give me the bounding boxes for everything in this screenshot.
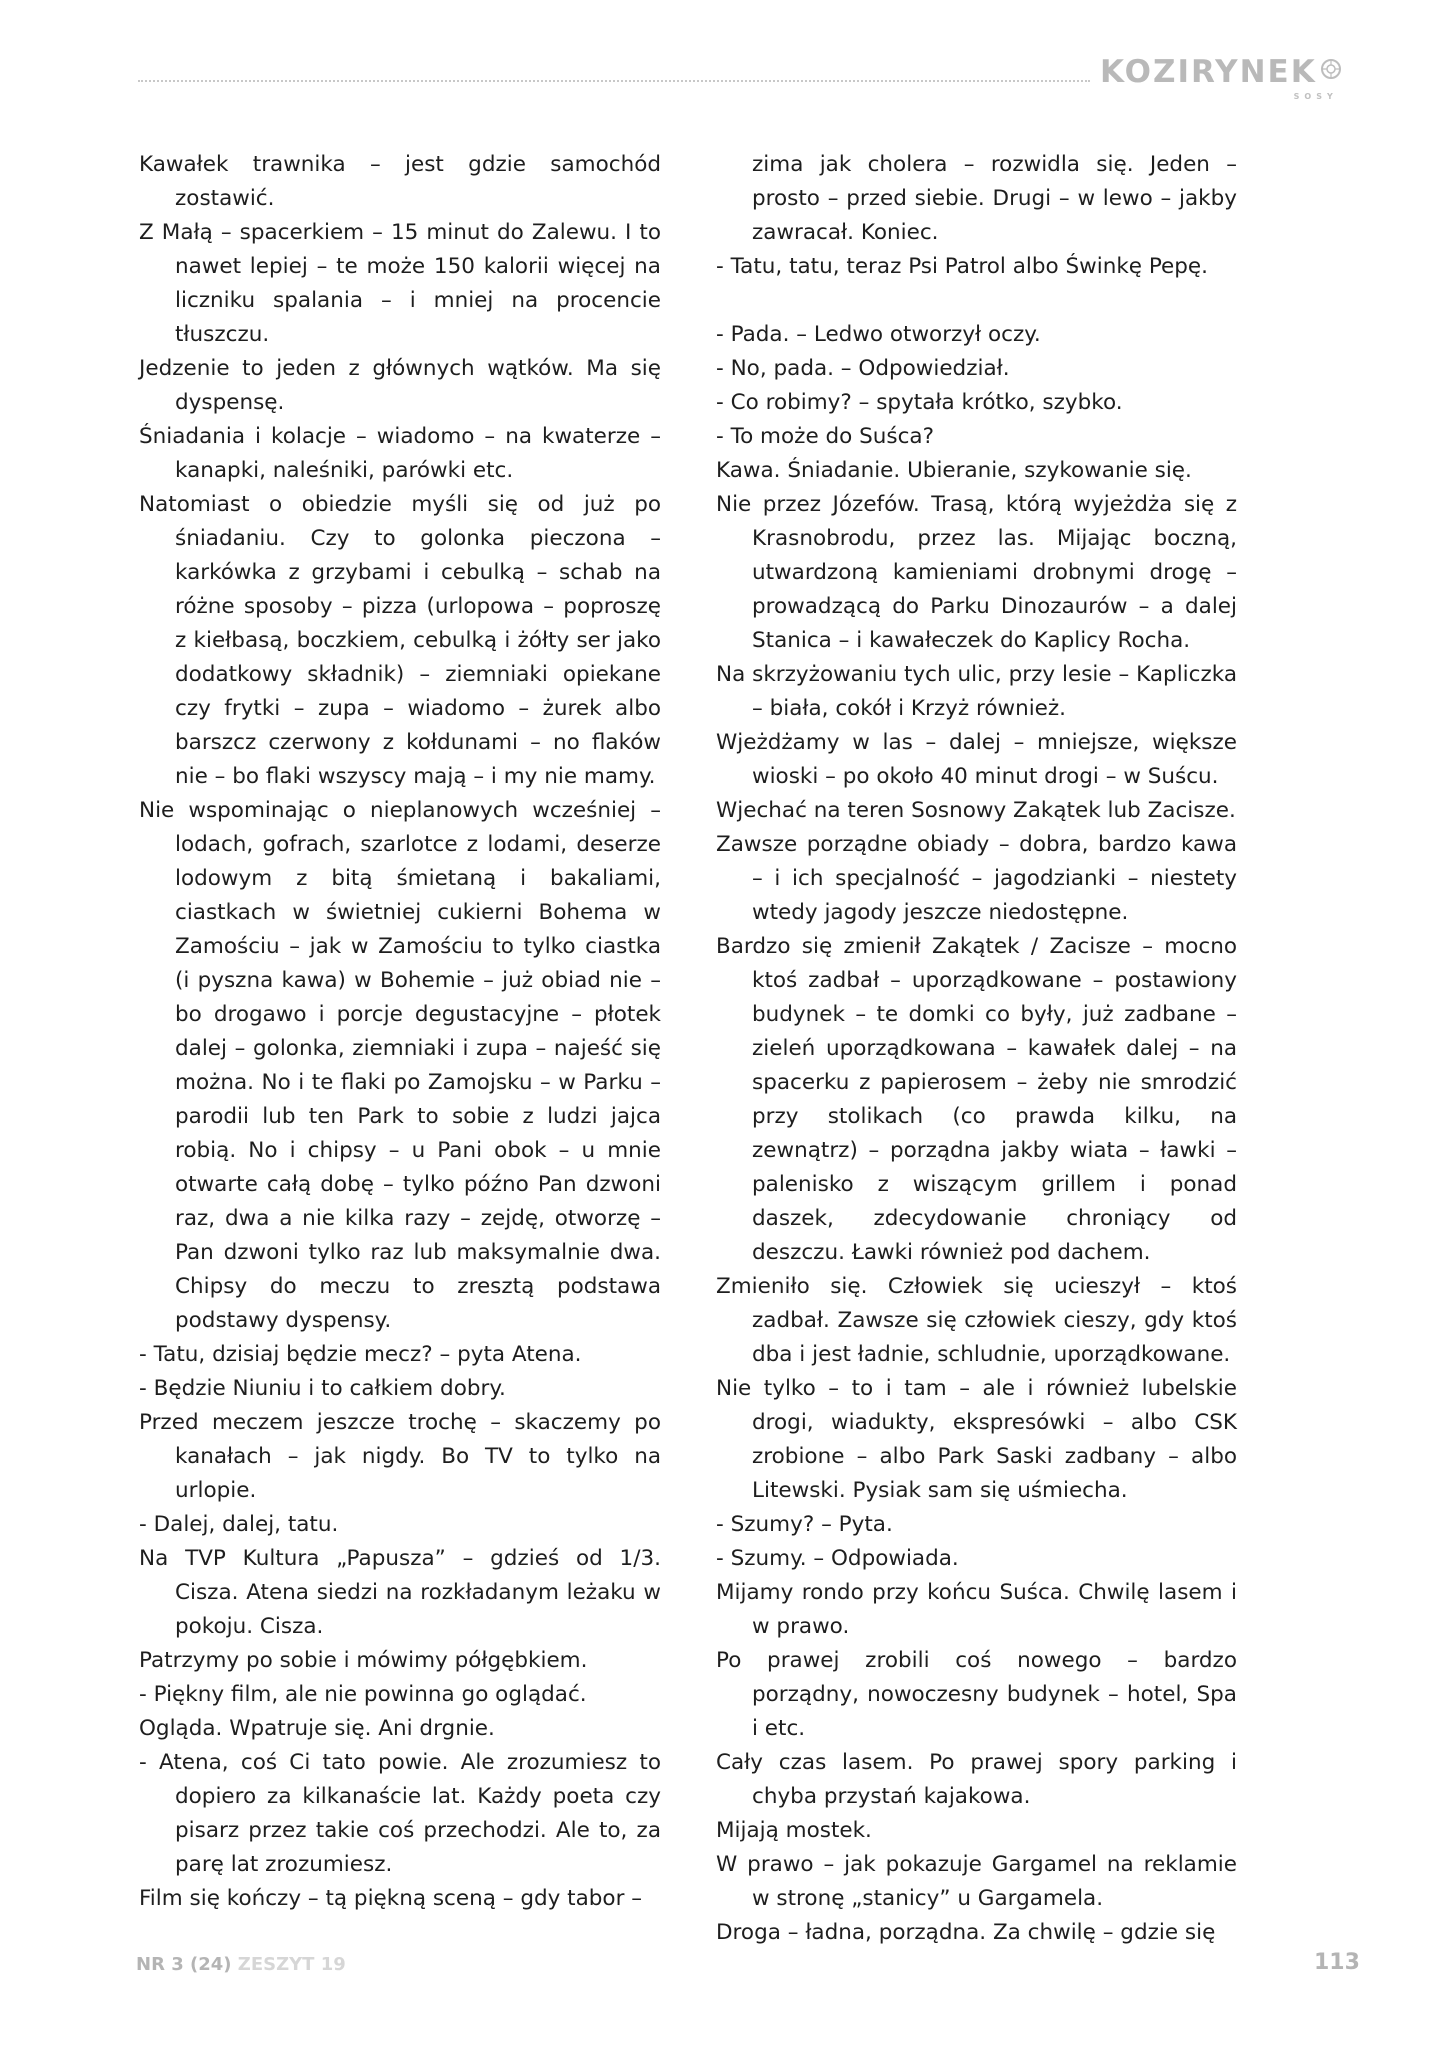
page-number: 113 bbox=[1314, 1950, 1360, 1975]
paragraph: Z Małą – spacerkiem – 15 minut do Zalewu. I to nawet lepiej – te może 150 kalorii więcej na liczniku spalania – i mniej na procencie tłuszczu. bbox=[139, 220, 661, 347]
paragraph: Jedzenie to jeden z głównych wątków. Ma się dyspensę. bbox=[139, 356, 661, 415]
issue-info bbox=[136, 1954, 346, 1975]
dialogue-line: - To może do Suśca? bbox=[716, 424, 935, 449]
paragraph: Śniadania i kolacje – wiadomo – na kwaterze – kanapki, naleśniki, parówki etc. bbox=[139, 424, 661, 483]
paragraph: Zawsze porządne obiady – dobra, bardzo kawa – i ich specjalność – jagodzianki – niestety wtedy jagody jeszcze niedostępne. bbox=[716, 832, 1237, 925]
paragraph: Wjeżdżamy w las – dalej – mniejsze, większe wioski – po około 40 minut drogi – w Suścu. bbox=[716, 730, 1237, 789]
paragraph: Kawałek trawnika – jest gdzie samochód zostawić. bbox=[139, 152, 661, 211]
logo-emblem-icon bbox=[1320, 58, 1342, 80]
paragraph: zima jak cholera – rozwidla się. Jeden –prosto – przed siebie. Drugi – w lewo – jakby zawracał. Koniec. bbox=[752, 152, 1237, 245]
logo-text: KOZIRYNEK bbox=[1100, 54, 1317, 90]
dialogue-line: - Piękny film, ale nie powinna go oglądać. bbox=[139, 1682, 587, 1707]
dialogue-line: - Będzie Niuniu i to całkiem dobry. bbox=[139, 1376, 506, 1401]
paragraph: Mijamy rondo przy końcu Suśca. Chwilę lasem i w prawo. bbox=[716, 1580, 1237, 1639]
dialogue-line: - Szumy? – Pyta. bbox=[716, 1512, 893, 1537]
paragraph: Ogląda. Wpatruje się. Ani drgnie. bbox=[139, 1716, 495, 1741]
paragraph: Po prawej zrobili coś nowego – bardzo porządny, nowoczesny budynek – hotel, Spa i etc. bbox=[716, 1648, 1237, 1741]
paragraph: Przed meczem jeszcze trochę – skaczemy po kanałach – jak nigdy. Bo TV to tylko na urlopie. bbox=[139, 1410, 661, 1503]
left-text-column bbox=[139, 148, 661, 1916]
paragraph: Film się kończy – tą piękną sceną – gdy tabor – bbox=[139, 1886, 643, 1911]
right-text-column bbox=[716, 148, 1237, 1950]
paragraph: Na skrzyżowaniu tych ulic, przy lesie – Kapliczka – biała, cokół i Krzyż również. bbox=[716, 662, 1237, 721]
paragraph: Kawa. Śniadanie. Ubieranie, szykowanie się. bbox=[716, 458, 1192, 483]
dialogue-line: - Tatu, tatu, teraz Psi Patrol albo Świnkę Pepę. bbox=[716, 254, 1208, 279]
paragraph: Natomiast o obiedzie myśli się od już po śniadaniu. Czy to golonka pieczona – karkówka z grzybami i cebulką – schab na różne sposoby – pizza (urlopowa – poproszę z kiełbasą, boczkiem, cebulką i żółty ser jako dodatkowy składnik) – ziemniaki opiekane czy frytki – zupa – wiadomo – żurek albo barszcz czerwony z kołdunami – no flaków nie – bo flaki wszyscy mają – i my nie mamy. bbox=[139, 492, 661, 789]
paragraph: Nie wspominając o nieplanowych wcześniej – lodach, gofrach, szarlotce z lodami, deserze lodowym z bitą śmietaną i bakaliami, ciastkach w świetniej cukierni Bohema w Zamościu – jak w Zamościu to tylko ciastka (i pyszna kawa) w Bohemie – już obiad nie – bo drogawo i porcje degustacyjne – płotek dalej – golonka, ziemniaki i zupa – najeść się można. No i te flaki po Zamojsku – w Parku – parodii lub ten Park to sobie z ludzi jajca robią. No i chipsy – u Pani obok – u mnie otwarte całą dobę – tylko późno Pan dzwoni raz, dwa a nie kilka razy – zejdę, otworzę – Pan dzwoni tylko raz lub maksymalnie dwa. Chipsy do meczu to zresztą podstawa podstawy dyspensy. bbox=[139, 798, 661, 1333]
paragraph: Zmieniło się. Człowiek się ucieszył – ktoś zadbał. Zawsze się człowiek cieszy, gdy ktoś dba i jest ładnie, schludnie, uporządkowane. bbox=[716, 1274, 1237, 1367]
paragraph: W prawo – jak pokazuje Gargamel na reklamie w stronę „stanicy” u Gargamela. bbox=[716, 1852, 1237, 1911]
paragraph: Cały czas lasem. Po prawej spory parking i chyba przystań kajakowa. bbox=[716, 1750, 1237, 1809]
dialogue-line: - Szumy. – Odpowiada. bbox=[716, 1546, 959, 1571]
dialogue-line: - No, pada. – Odpowiedział. bbox=[716, 356, 1010, 381]
notebook-number: ZESZYT 19 bbox=[237, 1954, 346, 1975]
dialogue-line: - Atena, coś Ci tato powie. Ale zrozumiesz to dopiero za kilkanaście lat. Każdy poeta czy pisarz przez takie coś przechodzi. Ale to, za parę lat zrozumiesz. bbox=[139, 1750, 661, 1877]
magazine-logo bbox=[1100, 52, 1342, 101]
paragraph: Droga – ładna, porządna. Za chwilę – gdzie się bbox=[716, 1920, 1216, 1945]
paragraph: Nie tylko – to i tam – ale i również lubelskie drogi, wiadukty, ekspresówki – albo CSK zrobione – albo Park Saski zadbany – albo Litewski. Pysiak sam się uśmiecha. bbox=[716, 1376, 1237, 1503]
dialogue-line: - Pada. – Ledwo otworzył oczy. bbox=[716, 322, 1041, 347]
dialogue-line: - Tatu, dzisiaj będzie mecz? – pyta Atena. bbox=[139, 1342, 582, 1367]
logo-subtext: SOSY bbox=[1293, 92, 1338, 101]
paragraph: Wjechać na teren Sosnowy Zakątek lub Zacisze. bbox=[716, 798, 1236, 823]
header-dotted-rule bbox=[138, 80, 1090, 82]
section-break bbox=[716, 284, 1237, 318]
paragraph: Mijają mostek. bbox=[716, 1818, 872, 1843]
issue-number: NR 3 (24) bbox=[136, 1954, 232, 1975]
paragraph: Patrzymy po sobie i mówimy półgębkiem. bbox=[139, 1648, 588, 1673]
paragraph: Bardzo się zmienił Zakątek / Zacisze – mocno ktoś zadbał – uporządkowane – postawiony budynek – te domki co były, już zadbane – zieleń uporządkowana – kawałek dalej – na spacerku z papierosem – żeby nie smrodzić przy stolikach (co prawda kilku, na zewnątrz) – porządna jakby wiata – ławki – palenisko z wiszącym grillem i ponad daszek, zdecydowanie chroniący od deszczu. Ławki również pod dachem. bbox=[716, 934, 1237, 1265]
paragraph: Nie przez Józefów. Trasą, którą wyjeżdża się z Krasnobrodu, przez las. Mijając boczną, utwardzoną kamieniami drobnymi drogę – prowadzącą do Parku Dinozaurów – a dalej Stanica – i kawałeczek do Kaplicy Rocha. bbox=[716, 492, 1237, 653]
dialogue-line: - Co robimy? – spytała krótko, szybko. bbox=[716, 390, 1123, 415]
paragraph: Na TVP Kultura „Papusza” – gdzieś od 1/3. Cisza. Atena siedzi na rozkładanym leżaku w pokoju. Cisza. bbox=[139, 1546, 661, 1639]
dialogue-line: - Dalej, dalej, tatu. bbox=[139, 1512, 339, 1537]
